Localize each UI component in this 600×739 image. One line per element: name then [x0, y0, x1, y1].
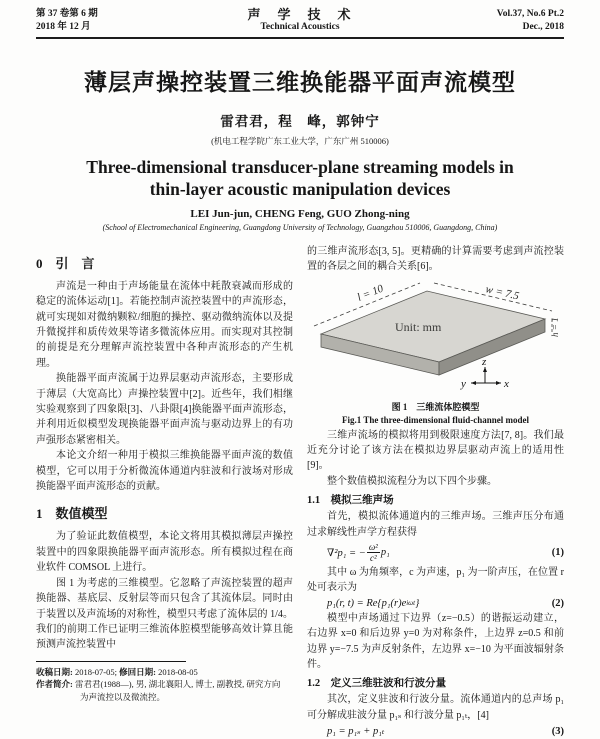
equation-2-body: p₁(r, t) = Re{p₁(r)e	[327, 597, 407, 609]
authors-en: LEI Jun-jun, CHENG Feng, GUO Zhong-ning	[190, 207, 410, 220]
equation-1	[307, 542, 564, 563]
section-1-heading: 1 数值模型	[36, 506, 108, 522]
author-bio-label: 作者简介:	[36, 679, 73, 690]
right-column	[307, 244, 564, 739]
paragraph: 本论文介绍一种用于模拟三维换能器平面声流的数值模型，它可以用于分析微流体通道内驻波和行波场对形成换能器平面声流形态的贡献。	[36, 450, 293, 493]
paragraph: 为了验证此数值模型，本论文将用其模拟薄层声操控装置中的四象限换能器平面声流形态。所有模拟过程在商业软件 COMSOL 上进行。	[36, 531, 293, 574]
equation-1-lhs: ∇²p₁ = −	[327, 547, 366, 559]
header-issue-block	[36, 8, 186, 33]
equation-2-expression	[327, 598, 419, 609]
paragraph: 其次，定义驻波和行波分量。流体通道内的总声场 p₁ 可分解成驻波分量 p₁ₛ 和行波分量 p₁ₜ，[4]	[307, 694, 564, 721]
issue-date-cn: 2018 年 12 月	[36, 21, 91, 32]
header-volume-block	[414, 8, 564, 33]
issue-date-en: Dec., 2018	[522, 21, 564, 32]
paragraph: 其中 ω 为角频率，c 为声速，p₁ 为一阶声压，在位置 r 处可表示为	[307, 567, 564, 594]
body-columns	[36, 244, 564, 739]
paragraph: 三维声流场的模拟将用到极限速度方法[7, 8]。我们最近充分讨论了该方法在模拟边界层驱动声流上的适用性[9]。	[307, 429, 564, 472]
equation-2	[307, 598, 564, 609]
received-date-label: 收稿日期:	[36, 666, 73, 677]
paper-title-cn: 薄层声操控装置三维换能器平面声流模型	[84, 70, 516, 95]
equation-2-number: (2)	[551, 597, 564, 609]
x-axis-label: x	[504, 377, 509, 390]
paper-title-en-line2: thin-layer acoustic manipulation devices	[149, 179, 451, 200]
paragraph: 的三维声流形态[3, 5]。更精确的计算需要考虑到声流控装置的各层之间的耦合关系[6]。	[307, 245, 564, 273]
revised-date-value: 2018-08-05	[158, 666, 198, 677]
author-bio-line	[36, 678, 293, 691]
equation-3-number: (3)	[551, 725, 564, 737]
section-1-2-heading: 1.2 定义三维驻波和行波分量	[307, 678, 447, 690]
revised-date-label: 修回日期:	[119, 666, 156, 677]
fluid-channel-3d-illustration	[307, 279, 564, 395]
equation-1-number: (1)	[551, 547, 564, 559]
received-date-value: 2018-07-05;	[74, 666, 117, 677]
equation-1-rhs: p₁	[380, 547, 390, 559]
unit-label: Unit: mm	[395, 319, 442, 334]
equation-2-close: }	[415, 597, 420, 609]
paper-title-en-line1: Three-dimensional transducer-plane streaming models in	[86, 157, 514, 177]
left-column	[36, 244, 293, 739]
equation-1-denominator: c²	[369, 553, 377, 564]
affiliation-en: (School of Electromechanical Engineering, Guangdong University of Technology, Guangzhou 510006, Guangdong, China)	[102, 222, 498, 232]
x-axis-arrow	[496, 381, 501, 385]
paragraph: 图 1 为考虑的三维模型。它忽略了声流控装置的超声换能器、基底层、反射层等而只包含了其流体层。同时由于装置以及声流场的对称性，模型只考虑了流体层的 1/4。我们的前期工作已证明三维流体腔模型能够高效计算且能预测声流控装置中	[36, 577, 293, 651]
figure-1	[307, 279, 564, 426]
header-rule	[36, 37, 564, 39]
paragraph: 换能器平面声流属于边界层驱动声流形态，主要形成于薄层（大宽高比）声操控装置中[2]。近些年，我们相继实验观察到了四象限[3]、八卦限[4]换能器平面声流形态，并利用近似模型发现换能器平面声流与驱动边界上的有功声强形态紧密相关。	[36, 373, 293, 446]
volume-number: Vol.37, No.6 Pt.2	[496, 9, 564, 19]
equation-2-exponent: iωt	[406, 599, 416, 608]
equation-1-fraction	[367, 542, 380, 563]
footnote-block	[36, 661, 293, 704]
equation-1-expression	[327, 542, 390, 563]
header-journal-block	[186, 8, 414, 33]
author-bio-text: 雷君君(1988—), 男, 湖北襄阳人, 博士, 副教授, 研究方向	[74, 679, 281, 690]
figure-caption-cn: 图 1 三维流体腔模型	[391, 401, 480, 412]
paragraph: 首先，模拟流体通道内的三维声场。三维声压分布通过求解线性声学方程获得	[307, 511, 564, 538]
equation-1-numerator: ω²	[368, 542, 378, 553]
width-dimension-label: w = 7.5	[484, 282, 521, 303]
author-bio-line2: 为声流控以及微流控。	[80, 691, 166, 702]
y-axis-arrow	[471, 381, 476, 385]
section-0-heading: 0 引 言	[36, 255, 95, 271]
affiliation-cn: (机电工程学院广东工业大学，广东广州 510006)	[211, 136, 389, 146]
received-dates-line	[36, 666, 293, 679]
z-axis-label: z	[482, 355, 487, 368]
section-1-1-heading: 1.1 模拟三维声场	[307, 495, 394, 507]
paragraph: 模型中声场通过下边界（z=−0.5）的谐振运动建立，右边界 x=0 和后边界 y=0 为对称条件，上边界 z=0.5 和前边界 y=−7.5 为声反射条件，左边界 x=−10 为平面波辐射条件。	[307, 612, 564, 671]
y-axis-label: y	[461, 377, 466, 390]
height-dimension-label: h = 1	[550, 317, 560, 337]
paragraph: 声流是一种由于声场能量在流体中耗散衰减而形成的稳定的流体运动[1]。若能控制声流控装置中的声流形态，就可实现如对微纳颗粒/细胞的操控、驱动微纳流体以及提升微搅拌和质传效果等诸多微流体应用。而实现对其控制的前提是充分理解声流控装置中各种声流形态的产生机理。	[36, 280, 293, 369]
footnote-rule	[36, 661, 186, 662]
journal-name-en: Technical Acoustics	[260, 22, 340, 32]
journal-header	[36, 8, 564, 33]
figure-caption-en: Fig.1 The three-dimensional fluid-channel model	[342, 414, 529, 425]
issue-number: 第 37 卷第 6 期	[36, 9, 98, 19]
paragraph: 整个数值模拟流程分为以下四个步骤。	[327, 475, 497, 487]
length-dimension-label: l = 10	[355, 282, 386, 304]
equation-3	[307, 725, 564, 737]
authors-cn: 雷君君，程 峰，郭钟宁	[220, 114, 380, 129]
equation-3-body: p₁ = p₁ₛ + p₁ₜ	[327, 726, 385, 738]
journal-name-cn: 声 学 技 术	[247, 7, 353, 22]
paper-title-en	[36, 156, 564, 201]
